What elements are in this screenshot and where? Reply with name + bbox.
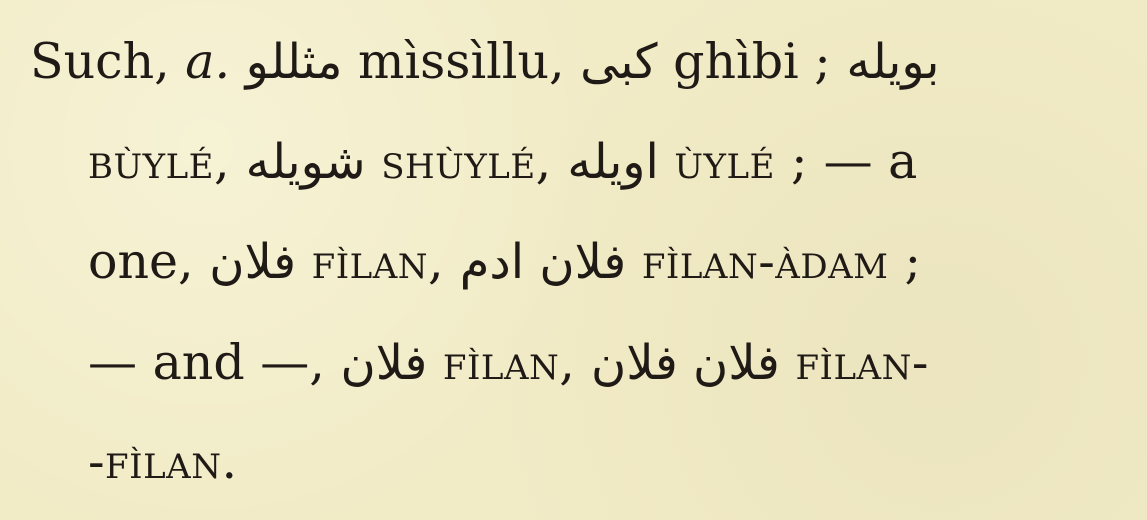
arabic-word-6: فلان: [209, 234, 297, 290]
entry-line-2: [88, 133, 918, 190]
entry-line-3: [88, 233, 922, 290]
entry-line-5: [88, 433, 238, 490]
part-of-speech: a.: [185, 33, 231, 90]
transliteration-3: bùylé,: [88, 133, 231, 190]
transliteration-8: fìlan,: [442, 334, 576, 391]
arabic-word-4: شويله: [245, 134, 366, 190]
arabic-word-3: بويله: [846, 34, 940, 90]
transliteration-7: fìlan-àdam ;: [641, 233, 922, 290]
arabic-word-8: فلان: [340, 335, 428, 391]
arabic-word-9: فلان فلان: [590, 335, 780, 391]
phrase-2: — and —,: [88, 334, 325, 391]
entry-line-4: [88, 334, 929, 391]
phrase-1-continued: one,: [88, 233, 194, 290]
transliteration-1: mìssìllu,: [358, 33, 565, 90]
entry-line-1: [30, 33, 940, 90]
arabic-word-7: فلان ادم: [459, 234, 627, 290]
transliteration-4: shùylé,: [381, 133, 552, 190]
phrase-1: — a: [823, 133, 918, 190]
transliteration-5: ùylé ;: [674, 133, 808, 190]
transliteration-9-end: -fìlan.: [88, 433, 238, 490]
transliteration-2: ghìbi ;: [673, 33, 831, 90]
transliteration-9-start: fìlan-: [795, 334, 929, 391]
arabic-word-2: كبى: [580, 34, 658, 90]
arabic-word-1: مثللو: [245, 34, 343, 90]
headword: Such,: [30, 33, 170, 90]
arabic-word-5: اويله: [567, 134, 659, 190]
transliteration-6: fìlan,: [311, 233, 445, 290]
